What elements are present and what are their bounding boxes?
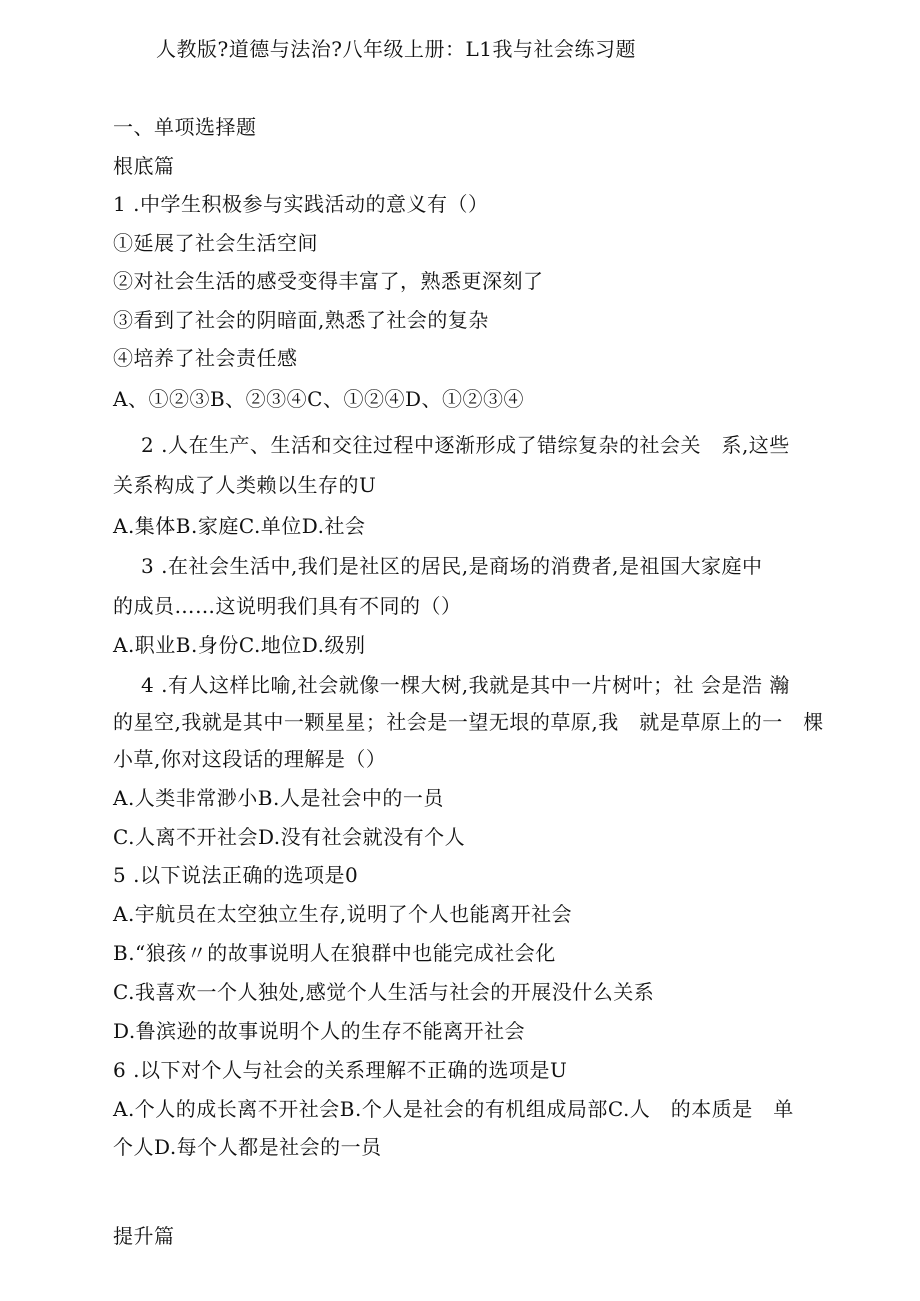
subsection-basic: 根底篇 [113, 154, 175, 178]
q1-option-4: ④培养了社会责任感 [113, 346, 298, 370]
q4-stem-line2: 的星空,我就是其中一颗星星；社会是一望无垠的草原,我 就是草原上的一 棵 [113, 710, 824, 734]
document-title: 人教版?道德与法治?八年级上册：L1我与社会练习题 [156, 37, 636, 61]
q6-stem: 6 .以下对个人与社会的关系理解不正确的选项是U [113, 1058, 568, 1082]
q2-choices: A.集体B.家庭C.单位D.社会 [113, 514, 366, 538]
q6-choices-line2: 个人D.每个人都是社会的一员 [113, 1135, 382, 1159]
q1-option-3: ③看到了社会的阴暗面,熟悉了社会的复杂 [113, 308, 489, 332]
q4-choices-line2: C.人离不开社会D.没有社会就没有个人 [113, 825, 466, 849]
q4-stem-line1: 4 .有人这样比喻,社会就像一棵大树,我就是其中一片树叶；社 会是浩 瀚 [141, 673, 790, 697]
q1-option-1: ①延展了社会生活空间 [113, 231, 318, 255]
q3-choices: A.职业B.身份C.地位D.级别 [113, 633, 366, 657]
q1-option-2: ②对社会生活的感受变得丰富了，熟悉更深刻了 [113, 269, 544, 293]
q4-choices-line1: A.人类非常渺小B.人是社会中的一员 [113, 786, 444, 810]
q1-stem: 1 .中学生积极参与实践活动的意义有（） [113, 192, 489, 216]
subsection-advanced: 提升篇 [113, 1224, 175, 1248]
q2-stem-line1: 2 .人在生产、生活和交往过程中逐渐形成了错综复杂的社会关 系,这些 [141, 433, 790, 457]
q5-option-d: D.鲁滨逊的故事说明个人的生存不能离开社会 [113, 1019, 526, 1043]
q2-stem-line2: 关系构成了人类赖以生存的U [113, 473, 377, 497]
section-heading: 一、单项选择题 [113, 115, 257, 139]
q4-stem-line3: 小草,你对这段话的理解是（） [113, 747, 387, 771]
q3-stem-line1: 3 .在社会生活中,我们是社区的居民,是商场的消费者,是祖国大家庭中 [141, 554, 763, 578]
q5-option-a: A.宇航员在太空独立生存,说明了个人也能离开社会 [113, 902, 573, 926]
q6-choices-line1: A.个人的成长离不开社会B.个人是社会的有机组成局部C.人 的本质是 单 [113, 1097, 794, 1121]
q5-option-c: C.我喜欢一个人独处,感觉个人生活与社会的开展没什么关系 [113, 980, 655, 1004]
q5-option-b: B.“狼孩〃的故事说明人在狼群中也能完成社会化 [113, 941, 556, 965]
q1-choices: A、①②③B、②③④C、①②④D、①②③④ [113, 387, 524, 411]
q3-stem-line2: 的成员……这说明我们具有不同的（） [113, 594, 462, 618]
q5-stem: 5 .以下说法正确的选项是0 [113, 863, 359, 887]
